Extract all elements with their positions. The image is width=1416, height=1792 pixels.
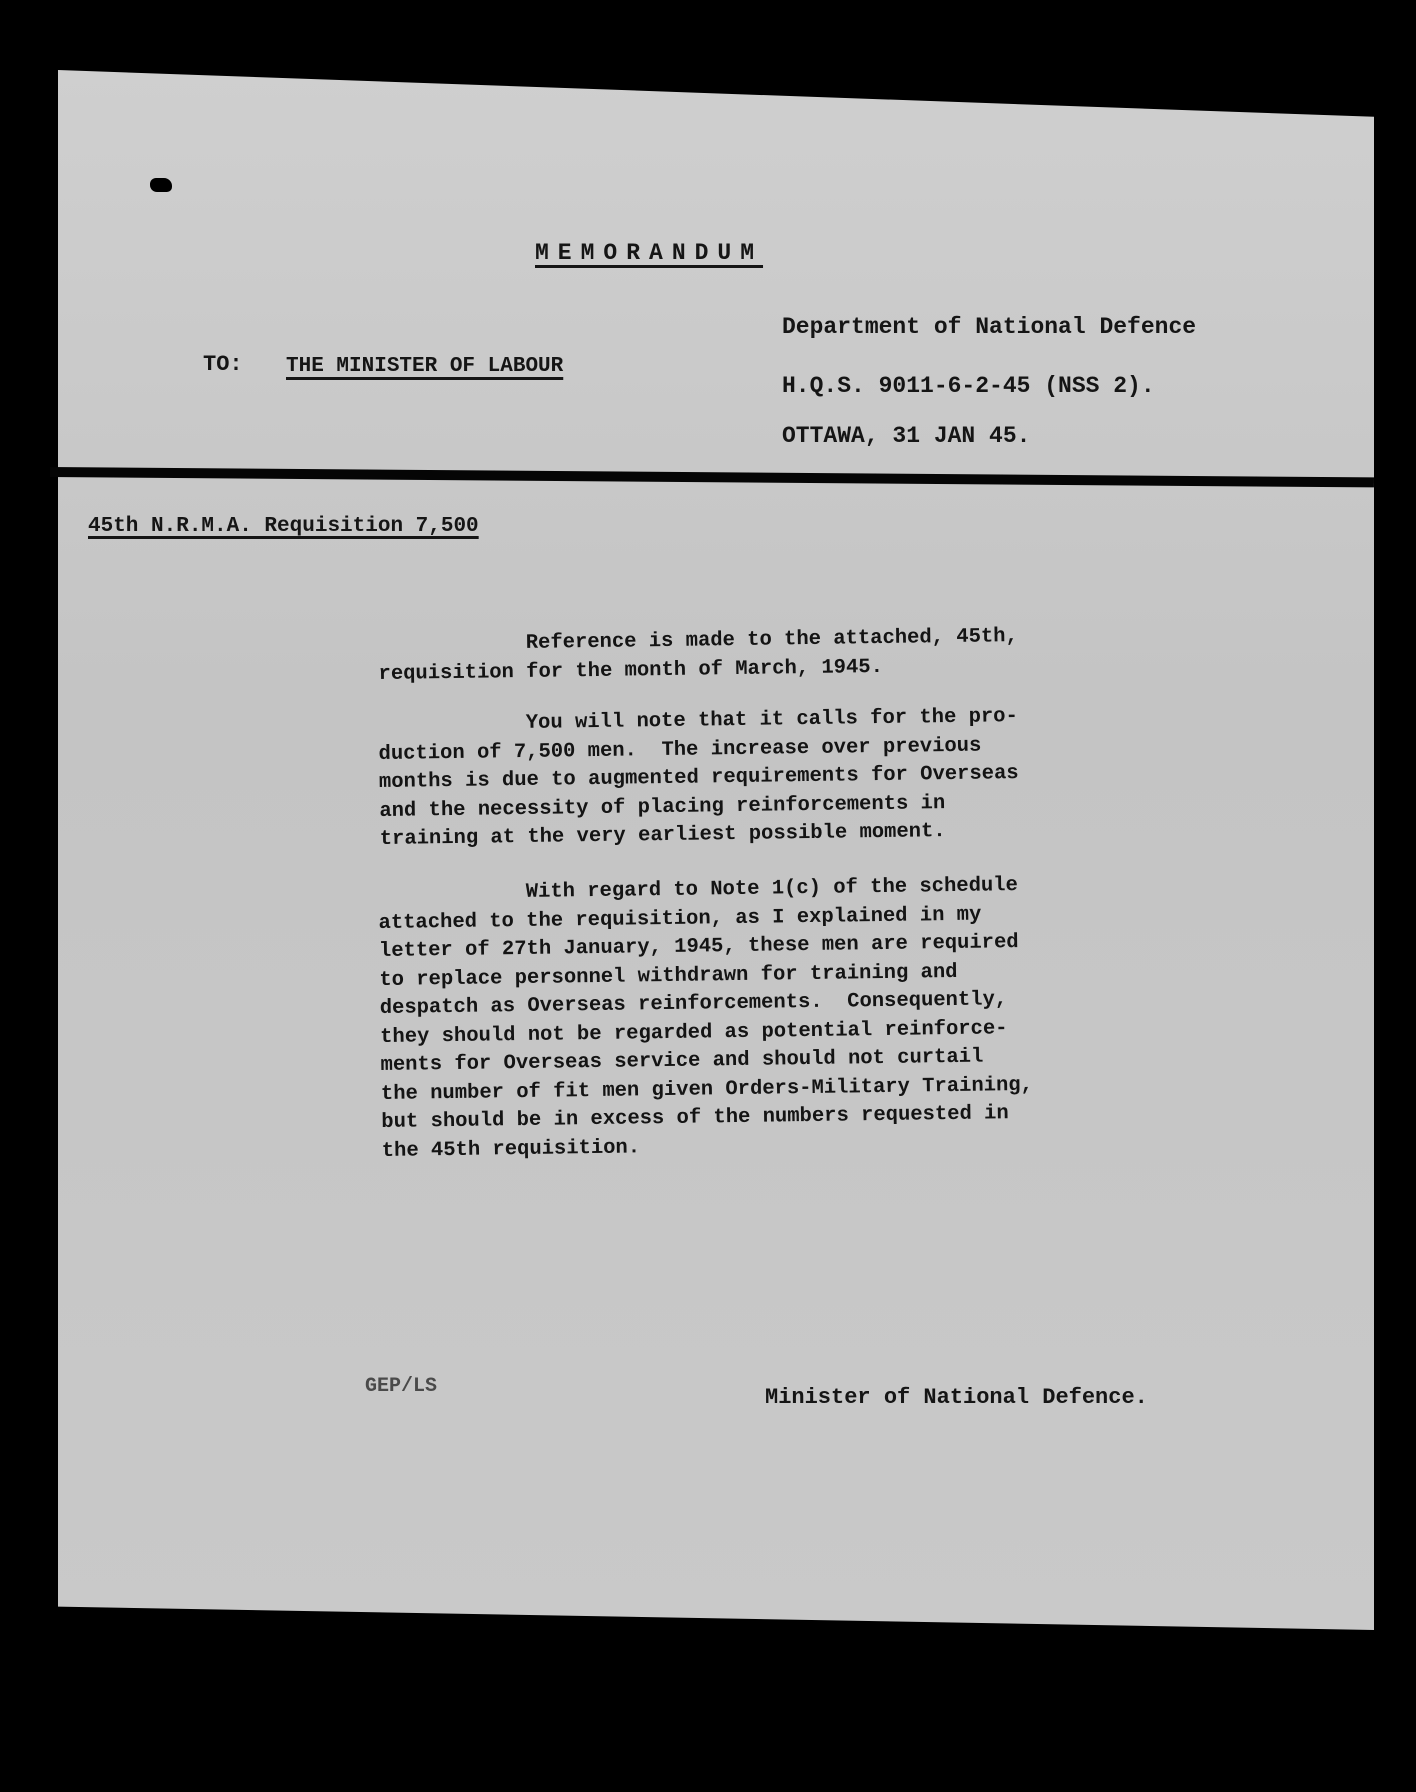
paragraph-production	[378, 700, 1260, 855]
to-recipient: THE MINISTER OF LABOUR	[286, 355, 564, 378]
paragraph-line: but should be in excess of the numbers requested in	[381, 1102, 1009, 1134]
paragraph-line: the 45th requisition.	[381, 1135, 641, 1163]
typist-initials: GEP/LS	[365, 1375, 438, 1398]
ink-blot	[150, 178, 172, 192]
memo-page	[58, 70, 1374, 1630]
paragraph-line: requisition for the month of March, 1945.	[378, 655, 884, 686]
paragraph-line: ments for Overseas service and should not curtail	[380, 1045, 984, 1077]
paragraph-line: the number of fit men given Orders-Military Training,	[380, 1073, 1034, 1106]
subject-line: 45th N.R.M.A. Requisition 7,500	[88, 515, 479, 538]
paragraph-line: Reference is made to the attached, 45th,	[378, 625, 1019, 657]
department-name: Department of National Defence	[782, 314, 1197, 340]
paragraph-line: despatch as Overseas reinforcements. Consequently,	[379, 988, 1008, 1020]
paragraph-line: and the necessity of placing reinforcements in	[379, 791, 946, 823]
paragraph-line: to replace personnel withdrawn for training and	[379, 960, 958, 992]
signature-block: Minister of National Defence.	[765, 1385, 1148, 1410]
to-label: TO:	[203, 352, 243, 377]
place-date: OTTAWA, 31 JAN 45.	[782, 423, 1031, 449]
paragraph-line: training at the very earliest possible moment.	[379, 820, 946, 851]
paragraph-line: attached to the requisition, as I explained in my	[378, 903, 982, 935]
paragraph-line: letter of 27th January, 1945, these men are required	[378, 931, 1019, 963]
paragraph-note	[378, 869, 1262, 1166]
file-number: H.Q.S. 9011-6-2-45 (NSS 2).	[782, 373, 1155, 399]
paragraph-line: months is due to augmented requirements for Overseas	[378, 762, 1019, 794]
memo-heading: MEMORANDUM	[535, 240, 764, 266]
paragraph-line: You will note that it calls for the pro-	[378, 705, 1019, 737]
paragraph-line: With regard to Note 1(c) of the schedule	[378, 874, 1019, 906]
paragraph-line: duction of 7,500 men. The increase over previous	[378, 734, 982, 766]
paragraph-line: they should not be regarded as potential reinforce-	[380, 1016, 1008, 1049]
